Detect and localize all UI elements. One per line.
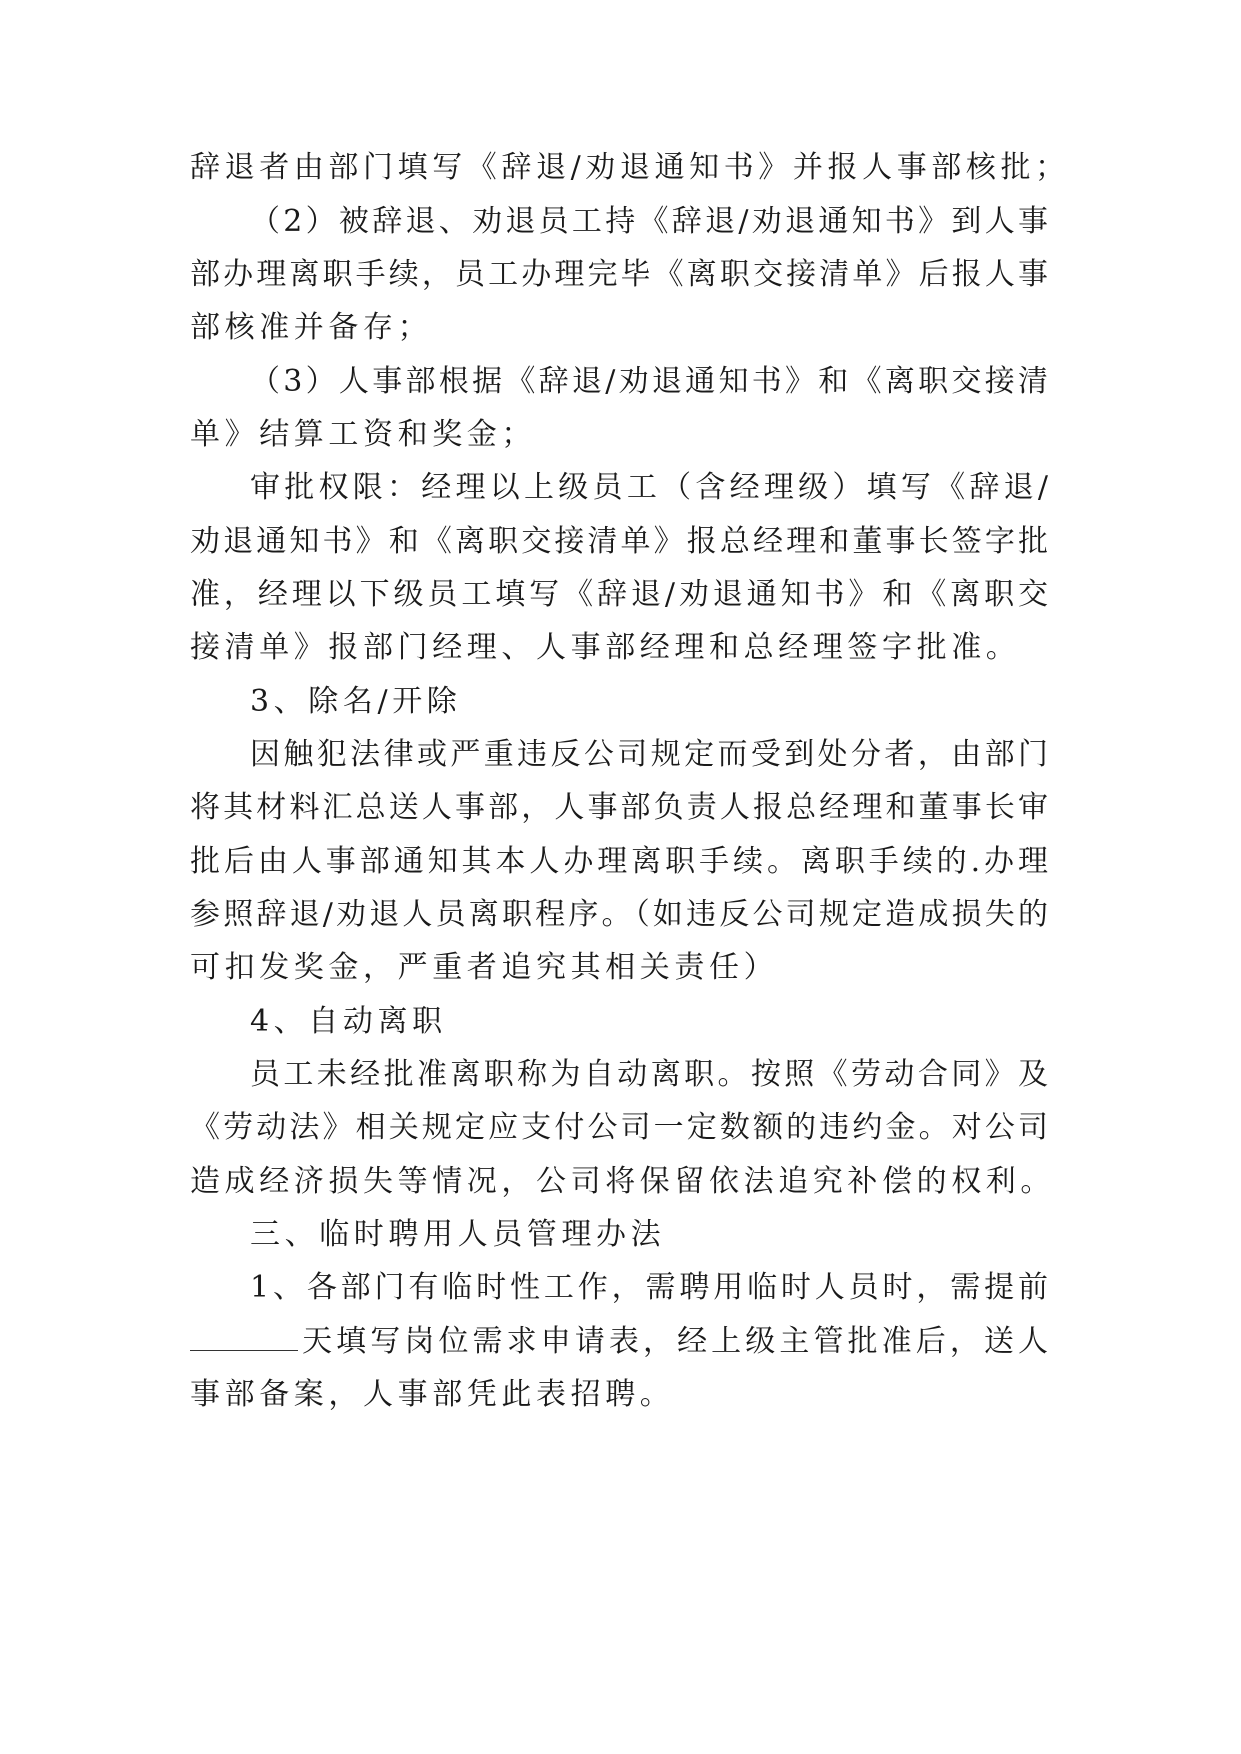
text-line-5: （3）人事部根据《辞退/劝退通知书》和《离职交接清: [250, 364, 1048, 399]
text-line-15: 参照辞退/劝退人员离职程序。（如违反公司规定造成损失的: [190, 897, 1048, 932]
text-line-3: 部办理离职手续，员工办理完毕《离职交接清单》后报人事: [190, 257, 1048, 292]
section-heading-4: 4、自动离职: [250, 1004, 447, 1039]
text-line-22: 1、各部门有临时性工作，需聘用临时人员时，需提前: [250, 1270, 1048, 1305]
section-heading-3: 3、除名/开除: [250, 684, 462, 719]
text-line-2: （2）被辞退、劝退员工持《辞退/劝退通知书》到人事: [250, 204, 1048, 239]
text-line-24: 事部备案，人事部凭此表招聘。: [190, 1377, 675, 1412]
text-line-13: 将其材料汇总送人事部，人事部负责人报总经理和董事长审: [190, 790, 1048, 825]
blank-underline: [190, 1324, 298, 1351]
text-line-10: 接清单》报部门经理、人事部经理和总经理签字批准。: [190, 630, 1021, 665]
text-line-23: [190, 1322, 1048, 1362]
text-line-9: 准，经理以下级员工填写《辞退/劝退通知书》和《离职交: [190, 577, 1048, 612]
text-line-12: 因触犯法律或严重违反公司规定而受到处分者，由部门: [250, 737, 1048, 772]
text-line-1: 辞退者由部门填写《辞退/劝退通知书》并报人事部核批；: [190, 150, 1070, 185]
text-line-6: 单》结算工资和奖金；: [190, 417, 536, 452]
text-line-23-content: 天填写岗位需求申请表，经上级主管批准后，送人: [298, 1324, 1048, 1359]
text-line-14: 批后由人事部通知其本人办理离职手续。离职手续的.办理: [190, 844, 1048, 879]
chapter-heading-3: 三、临时聘用人员管理办法: [250, 1217, 666, 1252]
text-line-20: 造成经济损失等情况，公司将保留依法追究补偿的权利。: [190, 1164, 1055, 1199]
text-line-19: 《劳动法》相关规定应支付公司一定数额的违约金。对公司: [190, 1110, 1048, 1145]
text-line-4: 部核准并备存；: [190, 310, 433, 345]
text-line-16: 可扣发奖金，严重者追究其相关责任）: [190, 950, 779, 985]
text-line-8: 劝退通知书》和《离职交接清单》报总经理和董事长签字批: [190, 524, 1048, 559]
text-line-7: 审批权限：经理以上级员工（含经理级）填写《辞退/: [250, 470, 1048, 505]
text-line-18: 员工未经批准离职称为自动离职。按照《劳动合同》及: [250, 1057, 1048, 1092]
